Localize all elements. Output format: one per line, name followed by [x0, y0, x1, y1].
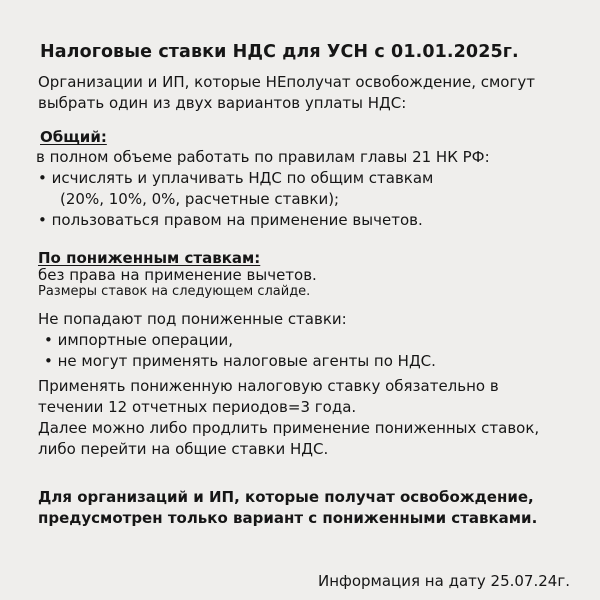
intro-paragraph — [38, 72, 535, 114]
exempt-line: Для организаций и ИП, которые получат освобождение, — [38, 488, 534, 506]
obligation-line: Применять пониженную налоговую ставку обязательно в — [38, 377, 499, 395]
obligation-line: Далее можно либо продлить применение пониженных ставок, — [38, 419, 540, 437]
obligation-paragraph — [38, 376, 539, 460]
general-item: • пользоваться правом на применение вычетов. — [38, 211, 423, 229]
general-item: • исчислять и уплачивать НДС по общим ставкам — [38, 169, 434, 187]
reduced-heading: По пониженным ставкам: — [38, 249, 261, 267]
intro-line: Организации и ИП, которые НЕполучат освобождение, смогут — [38, 73, 535, 91]
page-title: Налоговые ставки НДС для УСН с 01.01.2025г. — [40, 42, 519, 62]
reduced-note: Размеры ставок на следующем слайде. — [38, 284, 311, 299]
general-item-continuation: (20%, 10%, 0%, расчетные ставки); — [60, 190, 340, 208]
info-date-footer: Информация на дату 25.07.24г. — [318, 572, 570, 590]
exclusions-item: • не могут применять налоговые агенты по НДС. — [44, 352, 436, 370]
general-heading: Общий: — [40, 128, 107, 146]
intro-line: выбрать один из двух вариантов уплаты НДС: — [38, 94, 407, 112]
general-lead: в полном объеме работать по правилам главы 21 НК РФ: — [36, 148, 490, 166]
exclusions-item: • импортные операции, — [44, 331, 233, 349]
exclusions-heading: Не попадают под пониженные ставки: — [38, 310, 347, 328]
exempt-paragraph — [38, 487, 537, 529]
obligation-line: либо перейти на общие ставки НДС. — [38, 440, 329, 458]
reduced-lead: без права на применение вычетов. — [38, 266, 317, 284]
general-section — [36, 147, 490, 231]
obligation-line: течении 12 отчетных периодов=3 года. — [38, 398, 357, 416]
exempt-line: предусмотрен только вариант с пониженными ставками. — [38, 509, 538, 527]
exclusions-section — [38, 309, 436, 372]
